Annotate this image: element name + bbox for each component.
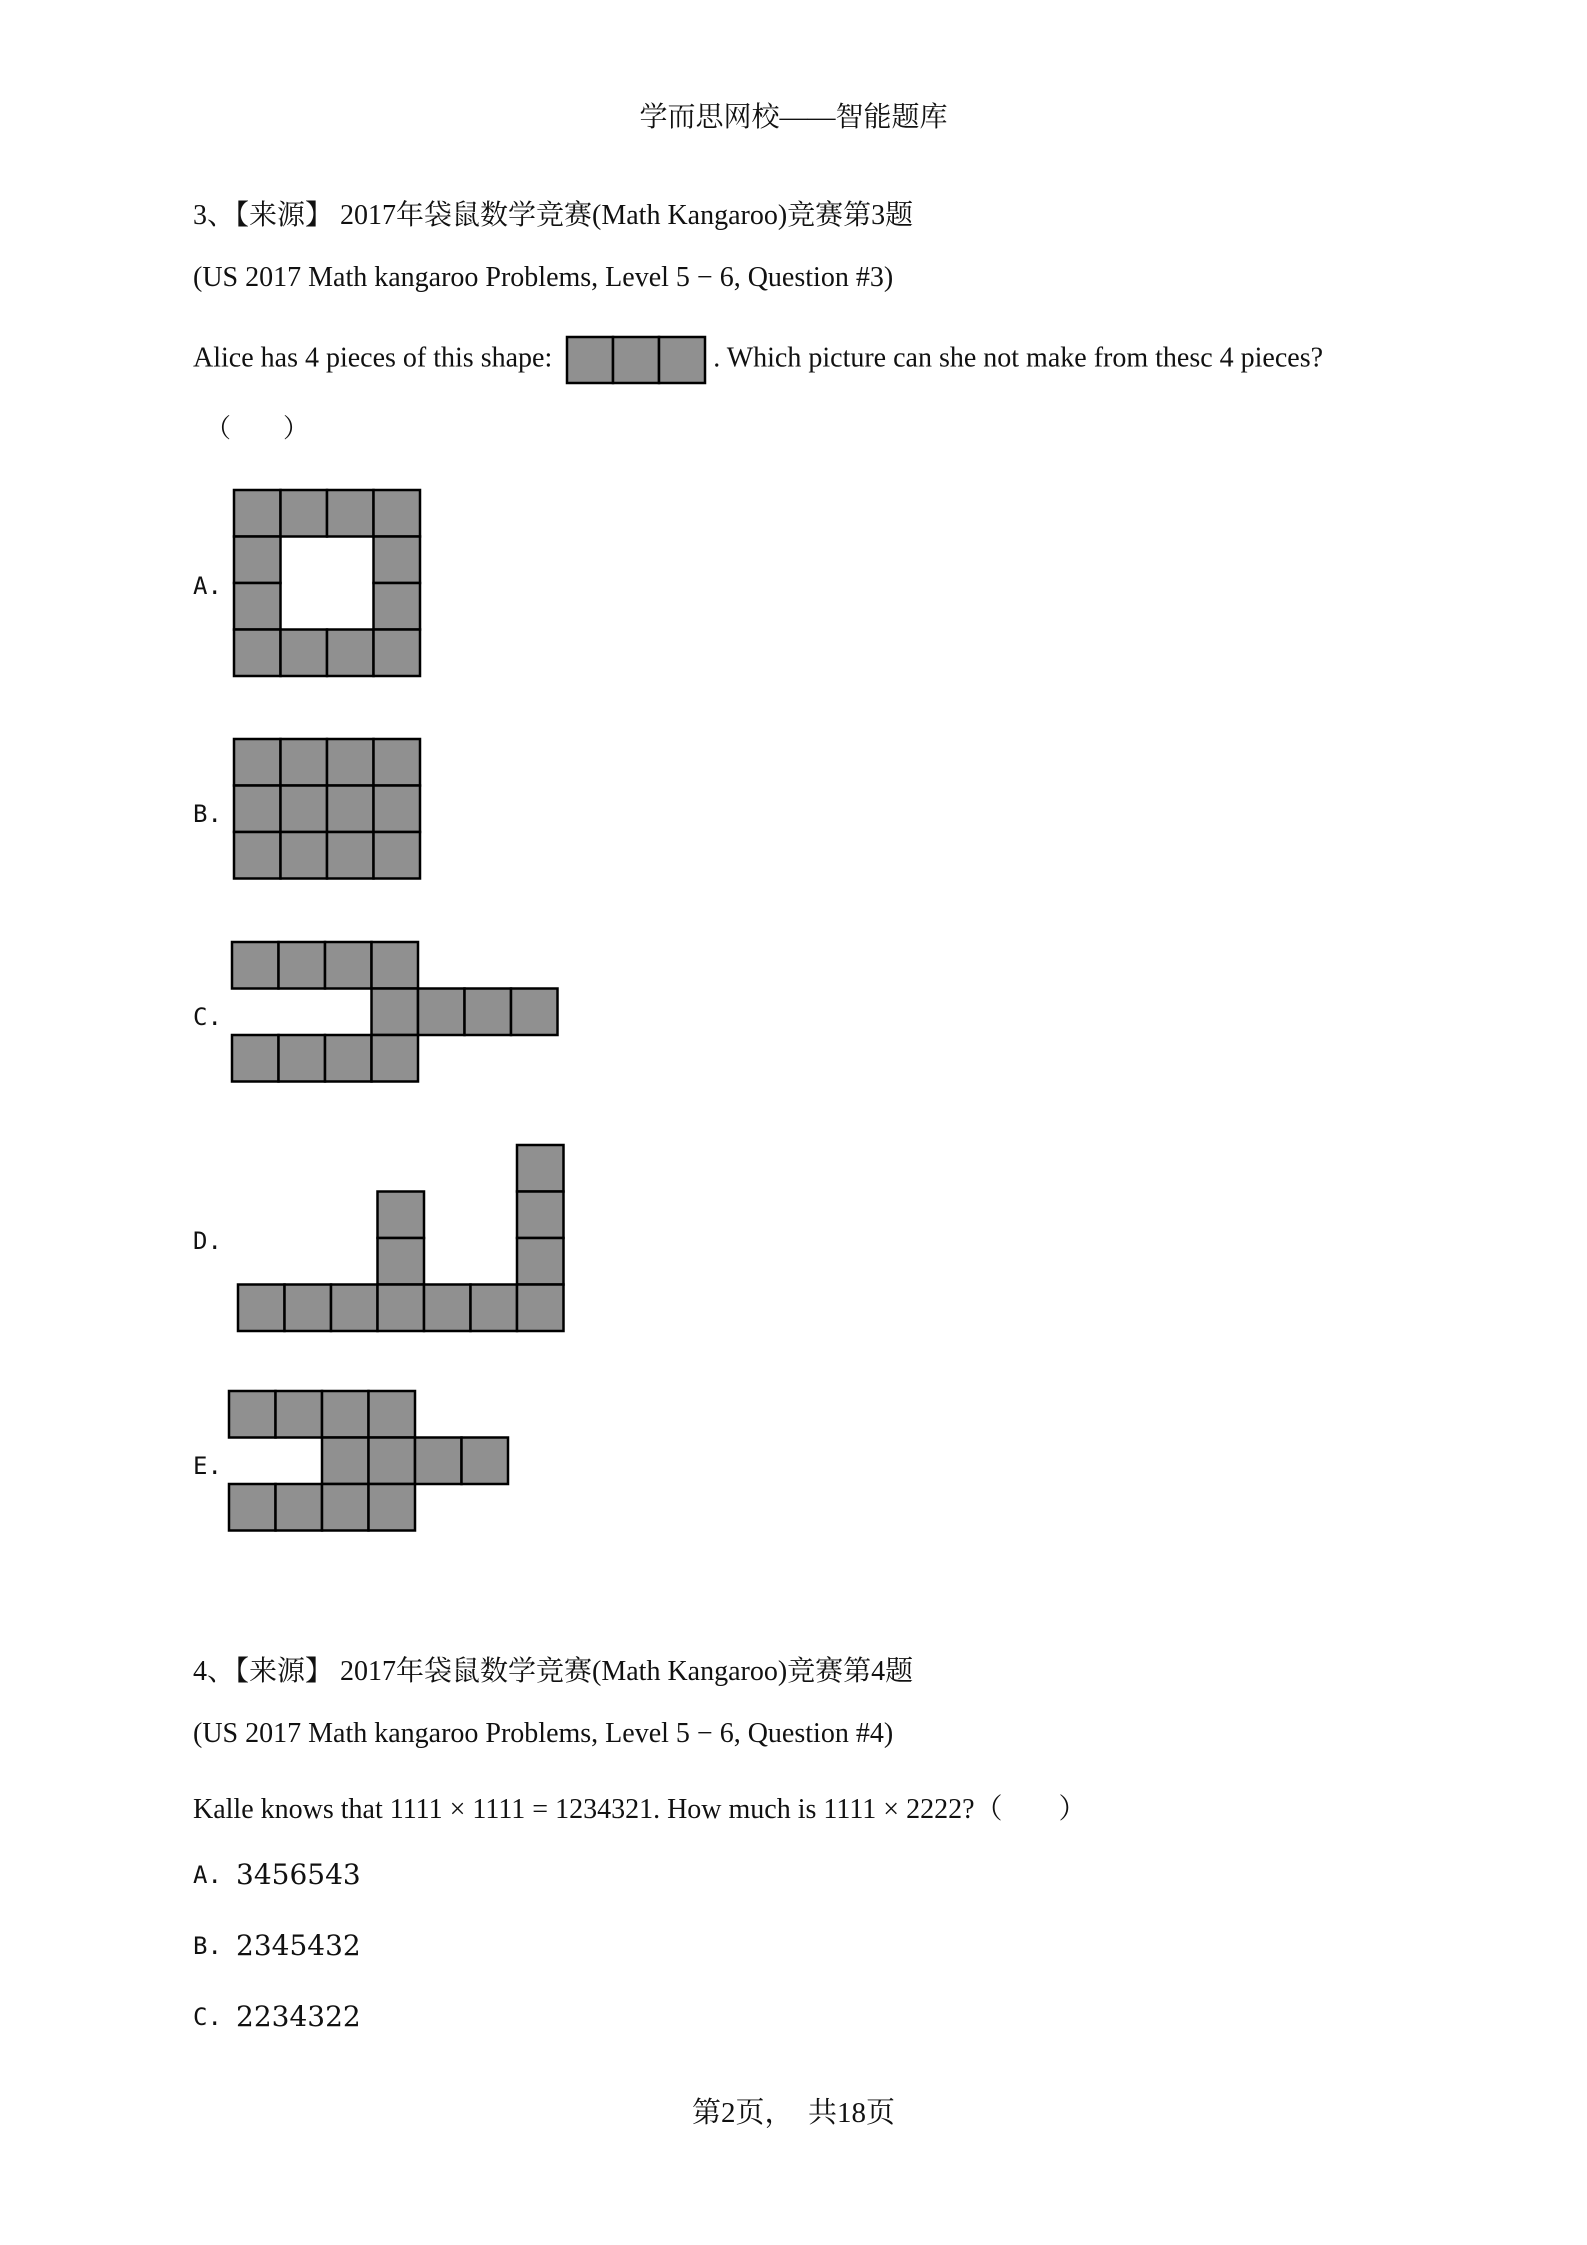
piece-cell <box>613 337 659 383</box>
figure-cell <box>281 739 328 786</box>
figure-cell <box>378 1192 425 1239</box>
figure-cell <box>325 942 372 989</box>
figure-cell <box>234 630 281 677</box>
figure-cell <box>325 1035 372 1082</box>
question-3-source: (US 2017 Math kangaroo Problems, Level 5 − 6, Question #3) <box>193 262 894 293</box>
option-c-value: 2234322 <box>236 2000 361 2033</box>
figure-cell <box>238 1285 285 1332</box>
option-d-label: D. <box>193 1227 222 1255</box>
figure-cell <box>331 1285 378 1332</box>
figure-cell <box>517 1145 564 1192</box>
figure-cell <box>465 989 512 1036</box>
question-4-text: Kalle knows that 1111 × 1111 = 1234321. How much is 1111 × 2222?（ ） <box>193 1794 1087 1825</box>
figure-cell <box>374 583 421 630</box>
question-text-before: Alice has 4 pieces of this shape: <box>193 342 553 374</box>
question-text-after: . Which picture can she not make from thesc 4 pieces? <box>713 342 1324 374</box>
piece-cell <box>567 337 613 383</box>
figure-cell <box>517 1238 564 1285</box>
figure-cell <box>374 490 421 537</box>
option-d-figure <box>236 1143 568 1338</box>
option-a-label: A. <box>193 1861 222 1889</box>
answer-blank: （ ） <box>205 414 310 443</box>
figure-cell <box>374 786 421 833</box>
figure-cell <box>279 942 326 989</box>
figure-cell <box>229 1391 276 1438</box>
figure-cell <box>369 1484 416 1531</box>
option-c-label: C. <box>193 2003 222 2031</box>
option-a-value: 3456543 <box>236 1858 361 1891</box>
figure-cell <box>234 490 281 537</box>
question-3-text <box>193 335 1323 385</box>
figure-cell <box>415 1438 462 1485</box>
figure-cell <box>234 537 281 584</box>
option-e-figure <box>227 1389 513 1536</box>
figure-cell <box>374 832 421 879</box>
question-source-title: 【来源】 2017年袋鼠数学竞赛(Math Kangaroo)竞赛第4题 <box>235 1656 914 1687</box>
question-source-title: 【来源】 2017年袋鼠数学竞赛(Math Kangaroo)竞赛第3题 <box>235 200 914 231</box>
figure-cell <box>281 490 328 537</box>
figure-cell <box>374 630 421 677</box>
figure-cell <box>229 1484 276 1531</box>
figure-cell <box>517 1285 564 1332</box>
figure-cell <box>276 1484 323 1531</box>
figure-cell <box>511 989 558 1036</box>
figure-cell <box>424 1285 471 1332</box>
option-a-figure <box>232 488 427 683</box>
figure-cell <box>234 583 281 630</box>
question-4-source: (US 2017 Math kangaroo Problems, Level 5 − 6, Question #4) <box>193 1718 894 1749</box>
figure-cell <box>418 989 465 1036</box>
figure-cell <box>232 942 279 989</box>
page-footer: 第2页， 共18页 <box>691 2097 895 2129</box>
option-b-label: B. <box>193 800 222 828</box>
figure-cell <box>471 1285 518 1332</box>
figure-cell <box>372 1035 419 1082</box>
figure-cell <box>281 630 328 677</box>
figure-cell <box>285 1285 332 1332</box>
figure-cell <box>322 1391 369 1438</box>
question-number: 4、 <box>193 1656 236 1687</box>
figure-cell <box>279 1035 326 1082</box>
page-header: 学而思网校——智能题库 <box>639 102 948 133</box>
figure-cell <box>327 786 374 833</box>
option-c-figure <box>230 940 562 1087</box>
option-c-label: C. <box>193 1003 222 1031</box>
option-a-label: A. <box>193 572 222 600</box>
figure-cell <box>327 630 374 677</box>
figure-cell <box>327 832 374 879</box>
figure-cell <box>372 942 419 989</box>
figure-cell <box>372 989 419 1036</box>
figure-cell <box>378 1238 425 1285</box>
figure-cell <box>327 739 374 786</box>
figure-cell <box>374 537 421 584</box>
figure-cell <box>369 1391 416 1438</box>
figure-cell <box>378 1285 425 1332</box>
figure-cell <box>322 1484 369 1531</box>
figure-cell <box>462 1438 509 1485</box>
piece-cell <box>659 337 705 383</box>
option-b-figure <box>232 737 427 884</box>
option-b-label: B. <box>193 1932 222 1960</box>
figure-cell <box>327 490 374 537</box>
figure-cell <box>276 1391 323 1438</box>
figure-cell <box>234 739 281 786</box>
figure-cell <box>369 1438 416 1485</box>
figure-cell <box>322 1438 369 1485</box>
figure-cell <box>281 786 328 833</box>
figure-cell <box>374 739 421 786</box>
option-b-value: 2345432 <box>236 1929 361 1962</box>
four-square-strip-icon <box>565 335 707 385</box>
figure-cell <box>232 1035 279 1082</box>
option-e-label: E. <box>193 1452 222 1480</box>
question-4-title <box>193 1649 913 1689</box>
figure-cell <box>234 832 281 879</box>
question-number: 3、 <box>193 200 236 231</box>
figure-cell <box>234 786 281 833</box>
figure-cell <box>517 1192 564 1239</box>
figure-cell <box>281 832 328 879</box>
question-3-title <box>193 193 913 233</box>
